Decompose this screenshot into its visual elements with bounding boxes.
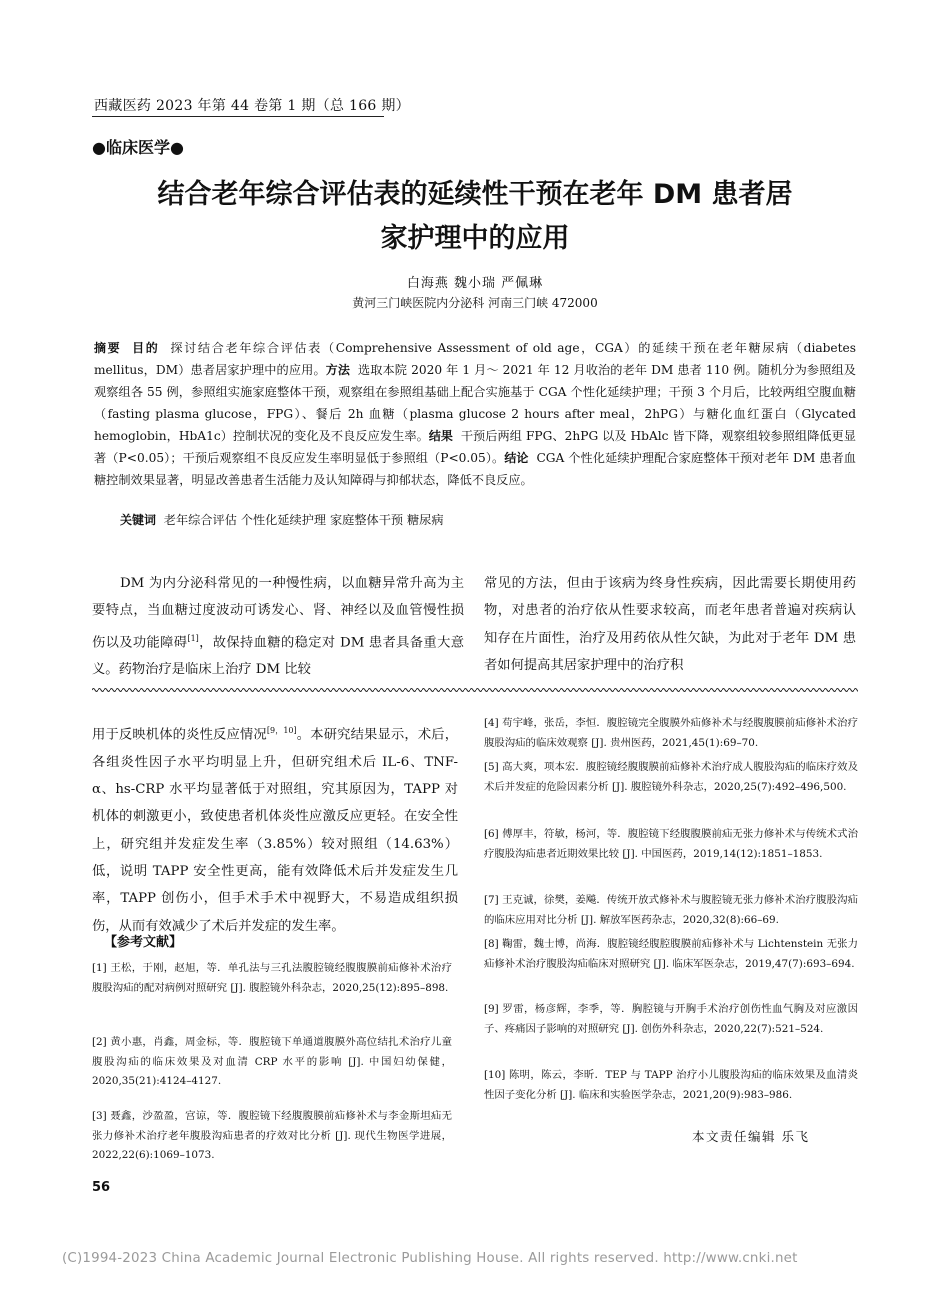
reference-item: [4] 苟宇峰，张岳，李恒．腹腔镜完全腹膜外疝修补术与经腹腹膜前疝修补术治疗腹股沟疝的临床效观察 [J]. 贵州医药，2021,45(1):69–70. <box>484 717 858 749</box>
copyright-watermark: (C)1994-2023 China Academic Journal Electronic Publishing House. All rights reserved. http://www.cnki.net <box>62 1251 798 1266</box>
responsible-editor: 本文责任编辑 乐飞 <box>692 1129 810 1144</box>
affiliation: 黄河三门峡医院内分泌科 河南三门峡 472000 <box>352 296 598 310</box>
header-rule <box>92 116 384 117</box>
body-column-left <box>92 570 464 684</box>
authors: 白海燕 魏小瑞 严佩琳 <box>406 276 544 291</box>
reference-item: [6] 傅厚丰，符敏，杨河，等．腹腔镜下经腹腹膜前疝无张力修补术与传统术式治疗腹股沟疝患者近期效果比较 [J]. 中国医药，2019,14(12):1851–1853. <box>484 828 858 860</box>
reference-item: [8] 鞠雷，魏士博，尚海．腹腔镜经腹腔腹膜前疝修补术与 Lichtenstein 无张力疝修补术治疗腹股沟疝临床对照研究 [J]. 临床军医杂志，2019,47(7):693–694. <box>484 938 858 970</box>
journal-header: 西藏医药 2023 年第 44 卷第 1 期（总 166 期） <box>94 98 410 114</box>
article-title-line-1: 结合老年综合评估表的延续性干预在老年 DM 患者居 <box>157 179 793 210</box>
body-text: 。本研究结果显示，术后，各组炎性因子水平均明显上升，但研究组术后 IL-6、TNF-α、hs-CRP 水平均显著低于对照组，究其原因为，TAPP 对机体的刺激更小，致使患者机体炎性应激反应更轻。在安全性上，研究组并发症发生率（3.85%）较对照组（14.63%）低，说明 TAPP 安全性更高，能有效降低术后并发症发生几率，TAPP 创伤小，但手术手术中视野大，不易造成组织损伤，从而有效减少了术后并发症的发生率。 <box>92 727 459 934</box>
citation: [1] <box>187 633 199 643</box>
methods-label: 方法 <box>325 363 350 377</box>
reference-item: [5] 高大爽，项本宏．腹腔镜经腹腹膜前疝修补术治疗成人腹股沟疝的临床疗效及术后并发症的危险因素分析 [J]. 腹腔镜外科杂志，2020,25(7):492–496,500. <box>484 761 858 793</box>
body-text: 用于反映机体的炎性反应情况 <box>92 727 267 743</box>
references-heading: 【参考文献】 <box>104 935 183 950</box>
keywords-label: 关键词 <box>120 513 157 527</box>
section-tag: ●临床医学● <box>92 138 184 157</box>
results-label: 结果 <box>428 429 453 443</box>
section-wave-divider <box>92 685 858 695</box>
body-column-right: 常见的方法，但由于该病为终身性疾病，因此需要长期使用药物，对患者的治疗依从性要求较高，而老年患者普遍对疾病认知存在片面性，治疗及用药依从性欠缺，为此对于老年 DM 患者如何提高其居家护理中的治疗积 <box>484 576 856 673</box>
citation: [9，10] <box>266 726 297 735</box>
conclusion-label: 结论 <box>504 451 529 465</box>
body-column-continued <box>92 717 458 940</box>
body-text: ，故保持血糖的稳定对 DM 患者具备重大意义。药物治疗是临床上治疗 DM 比较 <box>92 635 465 678</box>
reference-item: [1] 王松，于刚，赵旭，等．单孔法与三孔法腹腔镜经腹腹膜前疝修补术治疗腹股沟疝的配对病例对照研究 [J]. 腹腔镜外科杂志，2020,25(12):895–898. <box>92 962 452 994</box>
body-text: DM 为内分泌科常见的一种慢性病，以血糖异常升高为主要特点，当血糖过度波动可诱发心、肾、神经以及血管慢性损伤以及功能障碍 <box>92 576 464 651</box>
reference-item: [10] 陈明，陈云，李昕．TEP 与 TAPP 治疗小儿腹股沟疝的临床效果及血清炎性因子变化分析 [J]. 临床和实验医学杂志，2021,20(9):983–986. <box>484 1069 858 1101</box>
article-title-line-2: 家护理中的应用 <box>380 223 570 254</box>
abstract <box>94 337 856 491</box>
abstract-label: 摘要 <box>94 341 122 355</box>
objective-label: 目的 <box>132 341 160 355</box>
reference-item: [7] 王克诚，徐樊，姜飚．传统开放式修补术与腹腔镜无张力修补术治疗腹股沟疝的临床应用对比分析 [J]. 解放军医药杂志，2020,32(8):66–69. <box>484 894 858 926</box>
reference-item: [9] 罗雷，杨彦辉，李季，等．胸腔镜与开胸手术治疗创伤性血气胸及对应激因子、疼痛因子影响的对照研究 [J]. 创伤外科杂志，2020,22(7):521–524. <box>484 1003 858 1035</box>
page-number: 56 <box>92 1180 111 1195</box>
reference-item: [2] 黄小惠，肖鑫，周金标，等．腹腔镜下单通道腹膜外高位结扎术治疗儿童腹股沟疝的临床效果及对血清 CRP 水平的影响 [J]. 中国妇幼保健，2020,35(21):4124–4127. <box>92 1036 452 1087</box>
methods-text: 选取本院 2020 年 1 月～ 2021 年 12 月收治的老年 DM 患者 110 例。随机分为参照组及观察组各 55 例，参照组实施家庭整体干预，观察组在参照组基础上配合实施基于 CGA 个性化延续护理；干预 3 个月后，比较两组空腹血糖（fasting plasma glucose，FPG）、餐后 2h 血糖（plasma glucose 2 hours after meal，2hPG）与糖化血红蛋白（Glycated hemoglobin，HbA1c）控制状况的变化及不良反应发生率。 <box>94 363 856 443</box>
reference-item: [3] 聂鑫，沙盈盈，宫谅，等．腹腔镜下经腹腹膜前疝修补术与李金斯坦疝无张力修补术治疗老年腹股沟疝患者的疗效对比分析 [J]. 现代生物医学进展，2022,22(6):1069–1073. <box>92 1110 452 1161</box>
objective-text: 探讨结合老年综合评估表（Comprehensive Assessment of old age，CGA）的延续干预在老年糖尿病（diabetes mellitus，DM）患者居家护理中的应用。 <box>94 341 856 377</box>
keywords <box>120 511 444 528</box>
results-text: 干预后两组 FPG、2hPG 以及 HbAlc 皆下降，观察组较参照组降低更显著（P<0.05）；干预后观察组不良反应发生率明显低于参照组（P<0.05）。 <box>94 429 856 465</box>
keywords-text: 老年综合评估 个性化延续护理 家庭整体干预 糖尿病 <box>163 513 444 527</box>
conclusion-text: CGA 个性化延续护理配合家庭整体干预对老年 DM 患者血糖控制效果显著，明显改善患者生活能力及认知障碍与抑郁状态，降低不良反应。 <box>94 451 856 487</box>
